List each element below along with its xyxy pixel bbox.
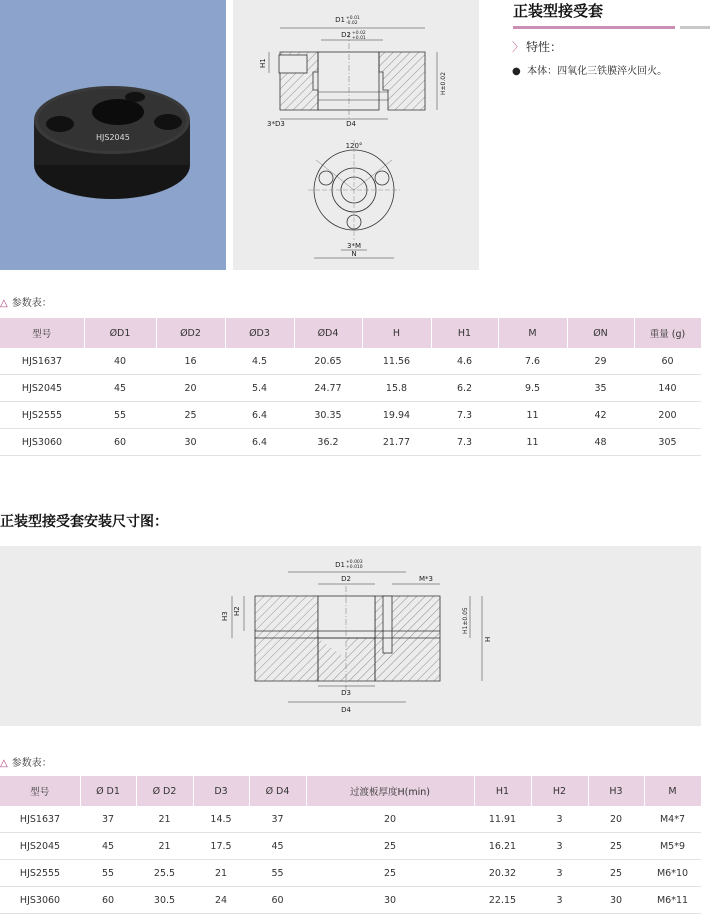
table-cell: 7.3 <box>431 429 498 456</box>
photo-marking: HJS2045 <box>96 133 130 142</box>
table-cell: 55 <box>249 860 306 887</box>
features-heading <box>512 38 562 55</box>
table-cell: 11.91 <box>474 806 531 833</box>
table-cell: 21.77 <box>362 429 431 456</box>
header-cell: ØD3 <box>225 318 294 348</box>
table-cell: 24.77 <box>294 375 362 402</box>
d1-tol-lower: -0.02 <box>346 21 358 26</box>
table-cell: 45 <box>80 833 136 860</box>
product-drawing <box>233 0 479 270</box>
table-header-row <box>0 318 701 348</box>
table-cell: 25.5 <box>136 860 193 887</box>
table-cell: 36.2 <box>294 429 362 456</box>
table-cell: 21 <box>193 860 249 887</box>
h-label: H±0.02 <box>440 72 447 95</box>
table-row <box>0 887 701 914</box>
table-cell: 25 <box>588 860 644 887</box>
table-cell: 35 <box>567 375 634 402</box>
feature-text: 本体：四氧化三铁膜淬火回火。 <box>527 66 668 77</box>
table-row <box>0 806 701 833</box>
table-cell: 9.5 <box>498 375 567 402</box>
triangle-icon: △ <box>0 758 8 769</box>
m-label: 3*M <box>347 242 361 250</box>
table-cell: HJS3060 <box>0 887 80 914</box>
table-cell: 17.5 <box>193 833 249 860</box>
d3-label: 3*D3 <box>267 120 285 128</box>
table-header-row <box>0 776 701 806</box>
table-cell: M4*7 <box>644 806 701 833</box>
table-cell: 30 <box>588 887 644 914</box>
header-cell: Ø D1 <box>80 776 136 806</box>
n-label: N <box>351 250 357 258</box>
table-cell: 20 <box>306 806 474 833</box>
table-cell: M6*11 <box>644 887 701 914</box>
table-cell: 6.4 <box>225 402 294 429</box>
table-cell: 305 <box>634 429 701 456</box>
install-d1-label: D1 <box>335 561 345 569</box>
install-h2-label: H2 <box>233 606 241 616</box>
table-cell: 3 <box>531 860 588 887</box>
header-cell: M <box>498 318 567 348</box>
h1-label: H1 <box>259 58 267 68</box>
product-title: 正装型接受套 <box>513 2 604 20</box>
header-cell: H1 <box>474 776 531 806</box>
table-cell: 4.6 <box>431 348 498 375</box>
title-underline-gray <box>680 26 710 29</box>
header-cell: H1 <box>431 318 498 348</box>
header-cell: M <box>644 776 701 806</box>
table-cell: 22.15 <box>474 887 531 914</box>
feature-item <box>512 62 667 77</box>
table-cell: 16.21 <box>474 833 531 860</box>
table-row <box>0 833 701 860</box>
header-cell: ØN <box>567 318 634 348</box>
table-cell: 30 <box>156 429 225 456</box>
table-cell: 45 <box>84 375 156 402</box>
table-row <box>0 860 701 887</box>
product-drawing-svg <box>233 0 479 270</box>
table-cell: 16 <box>156 348 225 375</box>
table-cell: 55 <box>80 860 136 887</box>
d2-tol-upper: +0.02 <box>352 31 366 36</box>
d2-tol-lower: +0.01 <box>352 36 366 41</box>
table-row <box>0 402 701 429</box>
table-cell: 11.56 <box>362 348 431 375</box>
table-cell: HJS1637 <box>0 348 84 375</box>
params-table-2 <box>0 776 702 914</box>
bullet-icon: ● <box>512 66 528 77</box>
header-cell: 重量 (g) <box>634 318 701 348</box>
product-photo <box>0 0 226 270</box>
header-cell: 过渡板厚度H(min) <box>306 776 474 806</box>
table-cell: 29 <box>567 348 634 375</box>
table-cell: 19.94 <box>362 402 431 429</box>
table-cell: 60 <box>249 887 306 914</box>
header-cell: H3 <box>588 776 644 806</box>
params-table-1 <box>0 318 702 456</box>
install-m-label: M*3 <box>419 575 433 583</box>
table-cell: HJS2045 <box>0 375 84 402</box>
table-cell: M6*10 <box>644 860 701 887</box>
table-cell: M5*9 <box>644 833 701 860</box>
table2-section-label <box>0 754 52 769</box>
table-cell: HJS2045 <box>0 833 80 860</box>
table-cell: HJS3060 <box>0 429 84 456</box>
table1-section-label <box>0 294 52 309</box>
header-cell: D3 <box>193 776 249 806</box>
table-cell: 24 <box>193 887 249 914</box>
header-cell: ØD1 <box>84 318 156 348</box>
install-d1-tol-upper: +0.003 <box>346 560 363 565</box>
features-heading-text: 特性： <box>526 40 563 54</box>
table-cell: 21 <box>136 833 193 860</box>
table-cell: 11 <box>498 429 567 456</box>
table-cell: 7.3 <box>431 402 498 429</box>
table-cell: 37 <box>80 806 136 833</box>
table-row <box>0 375 701 402</box>
table-cell: 6.2 <box>431 375 498 402</box>
table-row <box>0 348 701 375</box>
d1-label: D1 <box>335 16 345 24</box>
table-cell: 30.5 <box>136 887 193 914</box>
table-cell: 20.65 <box>294 348 362 375</box>
table-cell: HJS2555 <box>0 860 80 887</box>
header-cell: 型号 <box>0 318 84 348</box>
table-row <box>0 429 701 456</box>
table-cell: HJS2555 <box>0 402 84 429</box>
header-cell: Ø D4 <box>249 776 306 806</box>
table-cell: 60 <box>634 348 701 375</box>
d4-label: D4 <box>346 120 356 128</box>
table-cell: 20 <box>588 806 644 833</box>
table-cell: 15.8 <box>362 375 431 402</box>
table2-section-text: 参数表： <box>11 758 52 769</box>
install-h-label: H <box>484 636 492 642</box>
table-cell: 60 <box>84 429 156 456</box>
table-cell: 11 <box>498 402 567 429</box>
header-cell: H <box>362 318 431 348</box>
triangle-icon: △ <box>0 298 8 309</box>
table-cell: 30.35 <box>294 402 362 429</box>
table-cell: 4.5 <box>225 348 294 375</box>
table-cell: 25 <box>306 860 474 887</box>
title-underline <box>513 26 675 29</box>
table-cell: 20 <box>156 375 225 402</box>
table-cell: 5.4 <box>225 375 294 402</box>
table-cell: 42 <box>567 402 634 429</box>
table-cell: 140 <box>634 375 701 402</box>
table-cell: 37 <box>249 806 306 833</box>
table-cell: 3 <box>531 806 588 833</box>
table-cell: 200 <box>634 402 701 429</box>
d2-label: D2 <box>341 31 351 39</box>
table-cell: 25 <box>306 833 474 860</box>
table-cell: HJS1637 <box>0 806 80 833</box>
table1-section-text: 参数表： <box>11 298 52 309</box>
install-drawing <box>0 546 701 726</box>
chevron-right-icon: 〉 <box>512 40 525 54</box>
table-cell: 7.6 <box>498 348 567 375</box>
header-cell: ØD2 <box>156 318 225 348</box>
install-d4-label: D4 <box>341 706 351 714</box>
table-cell: 30 <box>306 887 474 914</box>
table-cell: 45 <box>249 833 306 860</box>
table-cell: 55 <box>84 402 156 429</box>
table-cell: 14.5 <box>193 806 249 833</box>
d1-tol-upper: +0.01 <box>346 16 360 21</box>
table-cell: 48 <box>567 429 634 456</box>
header-cell: H2 <box>531 776 588 806</box>
table-cell: 6.4 <box>225 429 294 456</box>
table-cell: 20.32 <box>474 860 531 887</box>
install-title: 正装型接受套安装尺寸图： <box>0 514 168 530</box>
table-cell: 25 <box>588 833 644 860</box>
install-drawing-svg <box>0 546 701 726</box>
install-d3-label: D3 <box>341 689 351 697</box>
table-cell: 40 <box>84 348 156 375</box>
table-cell: 60 <box>80 887 136 914</box>
install-d1-tol-lower: +0.010 <box>346 565 363 570</box>
install-h3-label: H3 <box>221 611 229 621</box>
table-cell: 25 <box>156 402 225 429</box>
header-cell: Ø D2 <box>136 776 193 806</box>
header-cell: 型号 <box>0 776 80 806</box>
table-cell: 3 <box>531 887 588 914</box>
product-photo-render <box>0 0 226 270</box>
angle-label: 120° <box>345 142 363 150</box>
table-cell: 3 <box>531 833 588 860</box>
header-cell: ØD4 <box>294 318 362 348</box>
install-d2-label: D2 <box>341 575 351 583</box>
table-cell: 21 <box>136 806 193 833</box>
install-h1-label: H1±0.05 <box>462 607 469 634</box>
